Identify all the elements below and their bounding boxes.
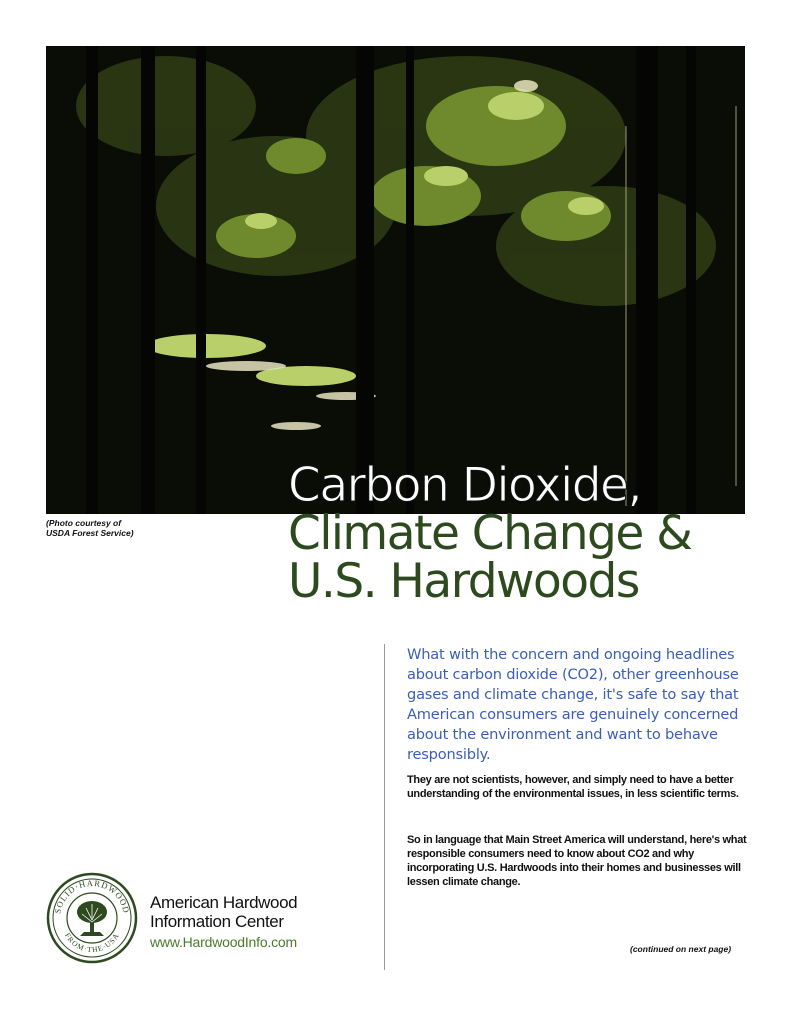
title-line2: Climate Change & [288, 506, 692, 561]
title-line3: U.S. Hardwoods [288, 554, 639, 609]
intro-paragraph: What with the concern and ongoing headlines about carbon dioxide (CO2), other greenhouse gases and climate change, it's safe to say that American consumers are genuinely concerned about the environment and want to behave responsibly. [407, 646, 739, 763]
organization-name-line2: Information Center [150, 912, 284, 931]
organization-name-line1: American Hardwood [150, 893, 298, 912]
column-divider [384, 644, 385, 970]
seal-top-text: SOLID·HARDWOOD [52, 877, 132, 915]
seal-bottom-text: FROM·THE·USA [62, 931, 122, 955]
title-line1: Carbon Dioxide, [288, 458, 641, 513]
photo-credit-line2: USDA Forest Service) [46, 528, 134, 538]
solid-hardwood-seal-logo [46, 872, 138, 964]
photo-credit [46, 518, 166, 538]
organization-url-link[interactable]: www.HardwoodInfo.com [150, 934, 297, 950]
forest-photo [46, 46, 745, 514]
continued-note: (continued on next page) [630, 944, 732, 954]
body-paragraph-1: They are not scientists, however, and simply need to have a better understanding of the environmental issues, in less scientific terms. [407, 774, 739, 800]
photo-credit-line1: (Photo courtesy of [46, 518, 122, 528]
page-title [288, 458, 692, 609]
body-paragraph-2: So in language that Main Street America will understand, here's what responsible consumers need to know about CO2 and why incorporating U.S. Hardwoods into their homes and businesses will lessen climate change. [407, 834, 747, 888]
organization-name [150, 893, 297, 931]
